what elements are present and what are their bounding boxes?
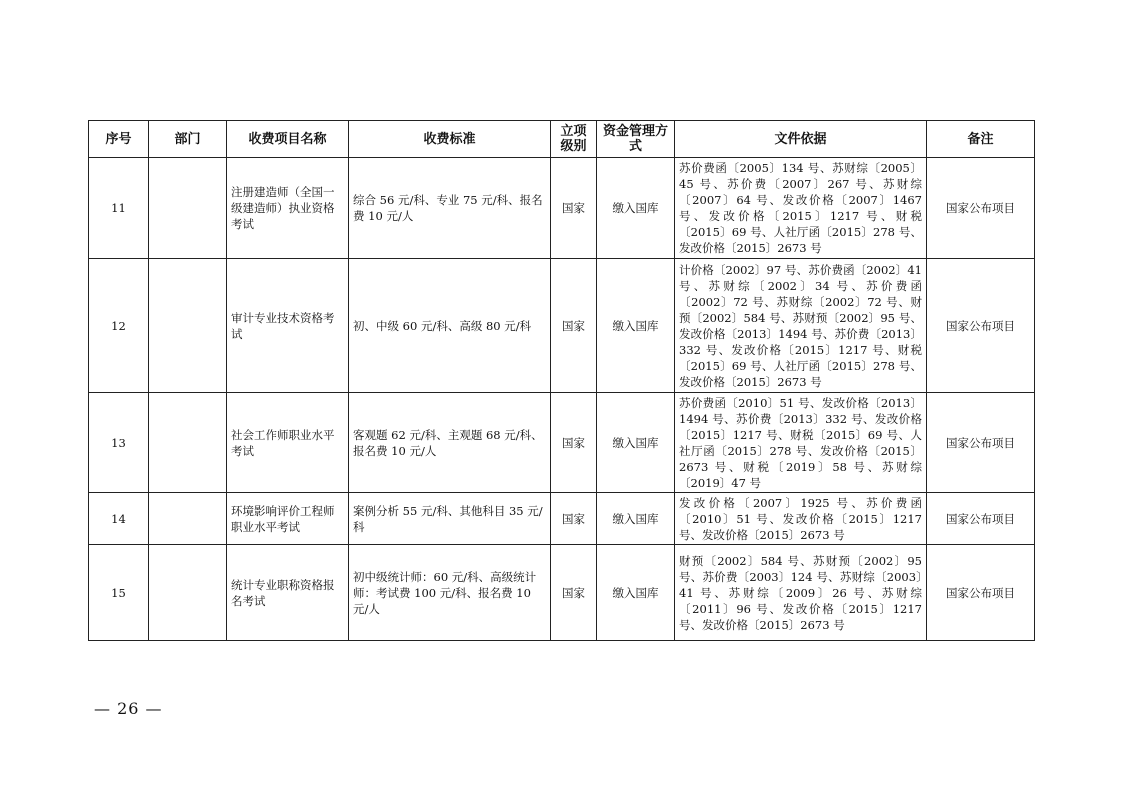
- cell-dept: [149, 393, 227, 493]
- cell-seq: 13: [89, 393, 149, 493]
- header-fund-method: 资金管理方式: [597, 121, 675, 158]
- cell-level: 国家: [551, 393, 597, 493]
- cell-level: 国家: [551, 259, 597, 393]
- table-row: [89, 393, 1035, 493]
- cell-dept: [149, 545, 227, 641]
- cell-note: 国家公布项目: [927, 259, 1035, 393]
- table-row: [89, 545, 1035, 641]
- header-row: [89, 121, 1035, 158]
- cell-level: 国家: [551, 493, 597, 545]
- cell-item-name: 审计专业技术资格考试: [227, 259, 349, 393]
- header-fee-standard: 收费标准: [349, 121, 551, 158]
- fee-table: [88, 120, 1035, 641]
- cell-fee-standard: 案例分析 55 元/科、其他科目 35 元/科: [349, 493, 551, 545]
- cell-dept: [149, 158, 227, 259]
- cell-fee-standard: 初中级统计师：60 元/科、高级统计师：考试费 100 元/科、报名费 10 元/人: [349, 545, 551, 641]
- cell-note: 国家公布项目: [927, 493, 1035, 545]
- cell-fund-method: 缴入国库: [597, 259, 675, 393]
- cell-dept: [149, 493, 227, 545]
- cell-level: 国家: [551, 545, 597, 641]
- table-row: [89, 158, 1035, 259]
- header-dept: 部门: [149, 121, 227, 158]
- cell-document-basis: 财预〔2002〕584 号、苏财预〔2002〕95 号、苏价费〔2003〕124 号、苏财综〔2003〕41 号、苏财综〔2009〕26 号、苏财综〔2011〕96 号、发改价格〔2015〕1217 号、发改价格〔2015〕2673 号: [675, 545, 927, 641]
- cell-seq: 11: [89, 158, 149, 259]
- header-item-name: 收费项目名称: [227, 121, 349, 158]
- cell-seq: 15: [89, 545, 149, 641]
- cell-item-name: 注册建造师（全国一级建造师）执业资格考试: [227, 158, 349, 259]
- page-number: — 26 —: [94, 699, 163, 718]
- cell-document-basis: 苏价费函〔2010〕51 号、发改价格〔2013〕1494 号、苏价费〔2013〕332 号、发改价格〔2015〕1217 号、财税〔2015〕69 号、人社厅函〔2015〕278 号、发改价格〔2015〕2673 号、财税〔2019〕58 号、苏财综〔2019〕47 号: [675, 393, 927, 493]
- cell-fee-standard: 综合 56 元/科、专业 75 元/科、报名费 10 元/人: [349, 158, 551, 259]
- cell-level: 国家: [551, 158, 597, 259]
- header-document-basis: 文件依据: [675, 121, 927, 158]
- header-seq: 序号: [89, 121, 149, 158]
- header-level: 立项级别: [551, 121, 597, 158]
- cell-seq: 12: [89, 259, 149, 393]
- cell-note: 国家公布项目: [927, 158, 1035, 259]
- cell-note: 国家公布项目: [927, 545, 1035, 641]
- cell-document-basis: 苏价费函〔2005〕134 号、苏财综〔2005〕45 号、苏价费〔2007〕267 号、苏财综〔2007〕64 号、发改价格〔2007〕1467 号、发改价格〔2015〕1217 号、财税〔2015〕69 号、人社厅函〔2015〕278 号、发改价格〔2015〕2673 号: [675, 158, 927, 259]
- cell-fund-method: 缴入国库: [597, 545, 675, 641]
- cell-fund-method: 缴入国库: [597, 493, 675, 545]
- cell-fee-standard: 客观题 62 元/科、主观题 68 元/科、报名费 10 元/人: [349, 393, 551, 493]
- cell-seq: 14: [89, 493, 149, 545]
- cell-item-name: 环境影响评价工程师职业水平考试: [227, 493, 349, 545]
- cell-note: 国家公布项目: [927, 393, 1035, 493]
- cell-fund-method: 缴入国库: [597, 393, 675, 493]
- table-row: [89, 493, 1035, 545]
- cell-document-basis: 计价格〔2002〕97 号、苏价费函〔2002〕41 号、苏财综〔2002〕34 号、苏价费函〔2002〕72 号、苏财综〔2002〕72 号、财预〔2002〕584 号、苏财预〔2002〕95 号、发改价格〔2013〕1494 号、苏价费〔2013〕332 号、发改价格〔2015〕1217 号、财税〔2015〕69 号、人社厅函〔2015〕278 号、发改价格〔2015〕2673 号: [675, 259, 927, 393]
- header-note: 备注: [927, 121, 1035, 158]
- cell-fund-method: 缴入国库: [597, 158, 675, 259]
- cell-item-name: 统计专业职称资格报名考试: [227, 545, 349, 641]
- cell-dept: [149, 259, 227, 393]
- cell-item-name: 社会工作师职业水平考试: [227, 393, 349, 493]
- cell-document-basis: 发改价格〔2007〕1925 号、苏价费函〔2010〕51 号、发改价格〔2015〕1217 号、发改价格〔2015〕2673 号: [675, 493, 927, 545]
- table-row: [89, 259, 1035, 393]
- cell-fee-standard: 初、中级 60 元/科、高级 80 元/科: [349, 259, 551, 393]
